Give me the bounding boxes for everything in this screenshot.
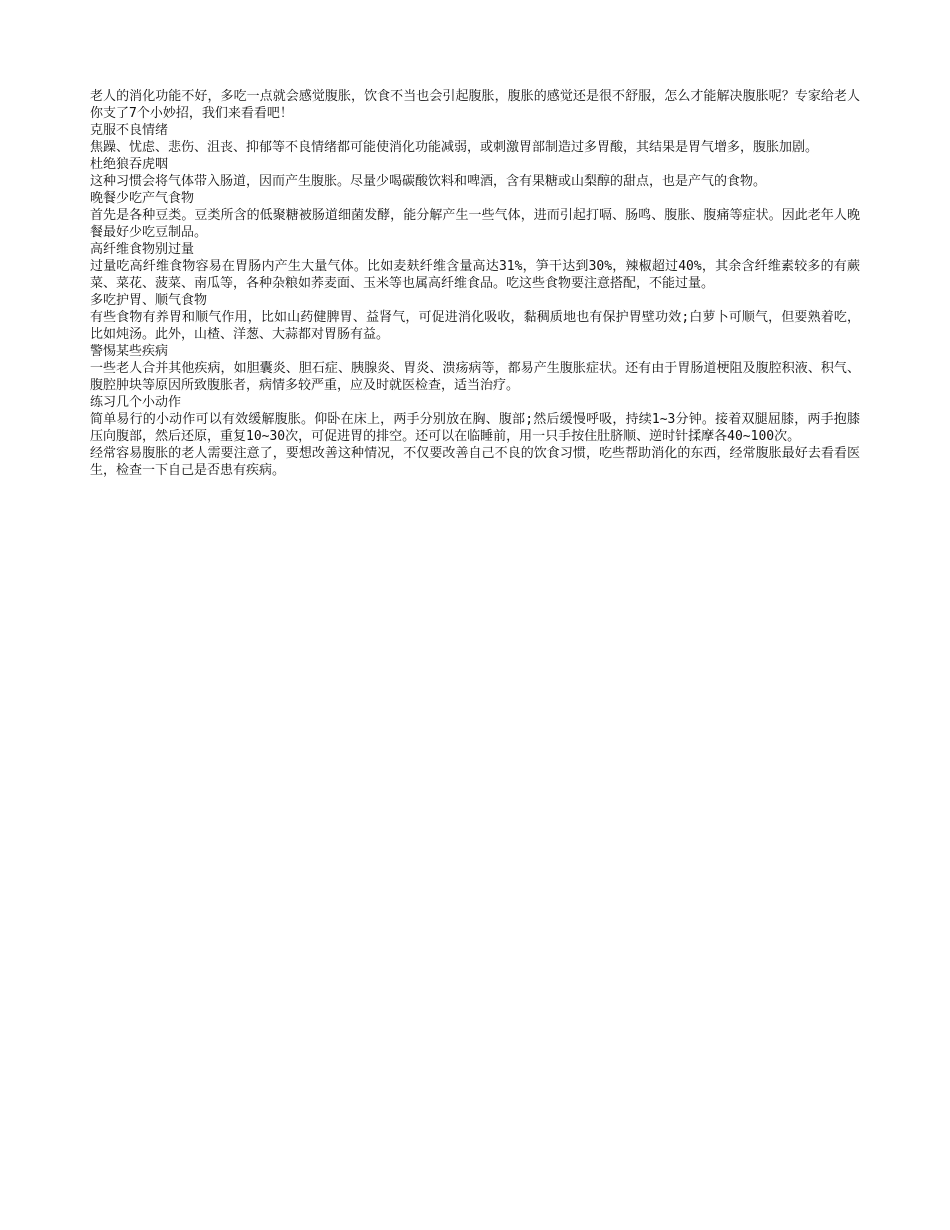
section-heading: 警惕某些疾病 [90,344,169,359]
conclusion-paragraph: 经常容易腹胀的老人需要注意了，要想改善这种情况，不仅要改善自己不良的饮食习惯，吃些帮助消化的东西，经常腹胀最好去看看医生，检查一下自己是否患有疾病。 [90,446,860,478]
section-heading: 多吃护胃、顺气食物 [90,293,208,308]
section-body: 这种习惯会将气体带入肠道，因而产生腹胀。尽量少喝碳酸饮料和啤酒，含有果糖或山梨醇的甜点，也是产气的食物。 [90,174,767,189]
section-body: 过量吃高纤维食物容易在胃肠内产生大量气体。比如麦麸纤维含量高达31%，笋干达到30%，辣椒超过40%，其余含纤维素较多的有蕨菜、菜花、菠菜、南瓜等，各种杂粮如荞麦面、玉米等也属高纤维食品。吃这些食物要注意搭配，不能过量。 [90,259,860,291]
section-body: 焦躁、忧虑、悲伤、沮丧、抑郁等不良情绪都可能使消化功能减弱，或刺激胃部制造过多胃酸，其结果是胃气增多，腹胀加剧。 [90,140,819,155]
article [90,88,860,479]
intro-paragraph: 老人的消化功能不好，多吃一点就会感觉腹胀，饮食不当也会引起腹胀，腹胀的感觉还是很不舒服，怎么才能解决腹胀呢？专家给老人你支了7个小妙招，我们来看看吧！ [90,89,860,121]
section-body: 简单易行的小动作可以有效缓解腹胀。仰卧在床上，两手分别放在胸、腹部;然后缓慢呼吸，持续1~3分钟。接着双腿屈膝，两手抱膝压向腹部，然后还原，重复10~30次，可促进胃的排空。还可以在临睡前，用一只手按住肚脐顺、逆时针揉摩各40~100次。 [90,412,860,444]
section-heading: 高纤维食物别过量 [90,242,195,257]
section-heading: 练习几个小动作 [90,395,182,410]
section-heading: 晚餐少吃产气食物 [90,191,195,206]
section-body: 首先是各种豆类。豆类所含的低聚糖被肠道细菌发酵，能分解产生一些气体，进而引起打嗝、肠鸣、腹胀、腹痛等症状。因此老年人晚餐最好少吃豆制品。 [90,208,860,240]
section-heading: 杜绝狼吞虎咽 [90,157,169,172]
section-heading: 克服不良情绪 [90,123,169,138]
section-body: 一些老人合并其他疾病，如胆囊炎、胆石症、胰腺炎、胃炎、溃疡病等，都易产生腹胀症状。还有由于胃肠道梗阻及腹腔积液、积气、腹腔肿块等原因所致腹胀者，病情多较严重，应及时就医检查，适当治疗。 [90,361,860,393]
section-body: 有些食物有养胃和顺气作用，比如山药健脾胃、益肾气，可促进消化吸收，黏稠质地也有保护胃壁功效;白萝卜可顺气，但要熟着吃，比如炖汤。此外，山楂、洋葱、大蒜都对胃肠有益。 [90,310,860,342]
